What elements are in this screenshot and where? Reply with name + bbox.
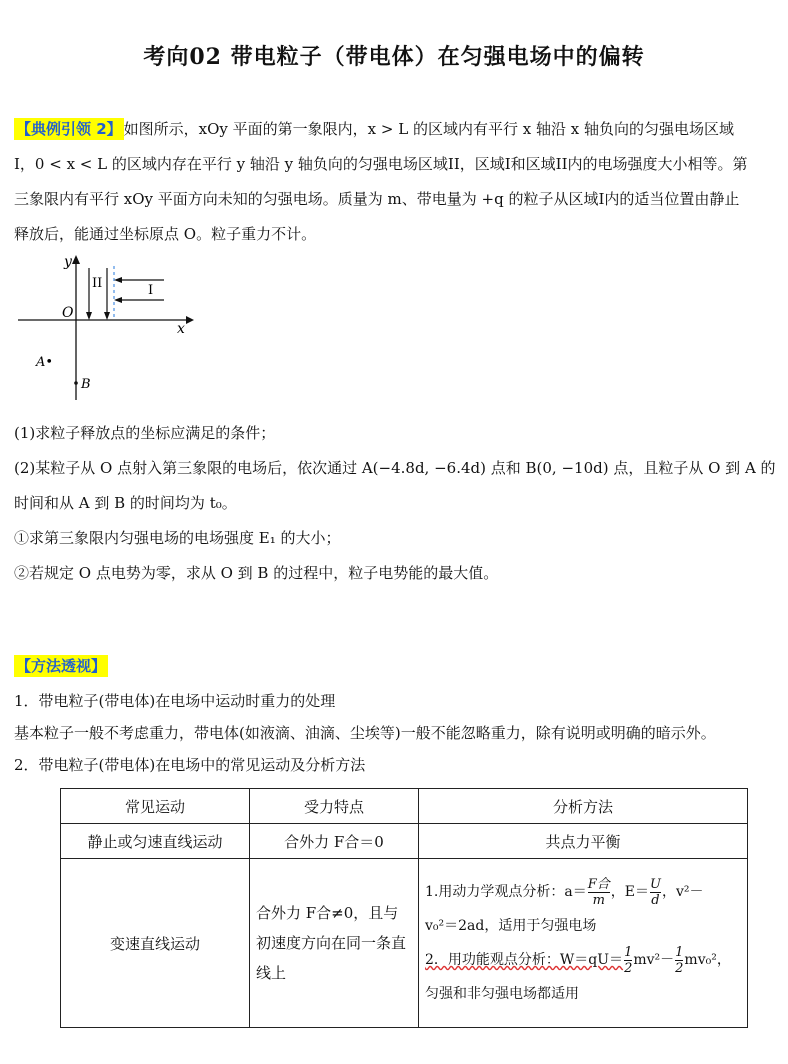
row1-method: 共点力平衡	[419, 824, 748, 859]
dynamics-mid: ，E＝	[610, 884, 649, 900]
example-line-4: 释放后，能通过坐标原点 O。粒子重力不计。	[14, 225, 317, 243]
row2-method-line-3	[425, 943, 741, 977]
table-row	[61, 824, 748, 859]
y-axis-label: y	[64, 254, 72, 270]
question-2-part-1: ①求第三象限内匀强电场的电场强度 E₁ 的大小；	[14, 529, 341, 547]
region-2-label: II	[92, 276, 103, 291]
field-diagram	[14, 250, 204, 410]
fraction-numerator: U	[649, 876, 661, 892]
row2-method-line-1	[425, 875, 741, 909]
row2-motion: 变速直线运动	[61, 859, 250, 1028]
row1-force: 合外力 F合＝0	[250, 824, 419, 859]
fraction-numerator: 1	[624, 944, 633, 960]
row2-method	[419, 859, 748, 1028]
fraction-half-1	[624, 945, 632, 976]
fraction-denominator: 2	[624, 960, 633, 976]
row1-motion: 静止或匀速直线运动	[61, 824, 250, 859]
example-line-2: I，0 < x < L 的区域内存在平行 y 轴沿 y 轴负向的匀强电场区域II，区域I和区域II内的电场强度大小相等。第	[14, 155, 748, 173]
motion-analysis-table	[60, 788, 748, 1028]
dynamics-prefix: 1.用动力学观点分析：a＝	[425, 884, 587, 900]
method-paragraph-1: 基本粒子一般不考虑重力，带电体(如液滴、油滴、尘埃等)一般不能忽略重力，除有说明或明确的暗示外。	[14, 724, 716, 742]
point-a-label: A•	[36, 355, 54, 370]
method-heading-2: 2．带电粒子(带电体)在电场中的常见运动及分析方法	[14, 756, 366, 774]
fraction-numerator: F合	[587, 876, 610, 892]
method-tag: 【方法透视】	[16, 657, 107, 675]
question-2-part-2: ②若规定 O 点电势为零，求从 O 到 B 的过程中，粒子电势能的最大值。	[14, 564, 499, 582]
table-header-row	[61, 789, 748, 824]
question-2-line-1: (2)某粒子从 O 点射入第三象限的电场后，依次通过 A(−4.8d, −6.4d) 点和 B(0, −10d) 点，且粒子从 O 到 A 的	[14, 459, 776, 477]
fraction-f-over-m	[588, 877, 610, 908]
fraction-u-over-d	[650, 877, 661, 908]
table-row	[61, 859, 748, 1028]
question-1: (1)求粒子释放点的坐标应满足的条件；	[14, 424, 276, 442]
row2-method-line-2: v₀²＝2ad，适用于匀强电场	[425, 918, 597, 934]
example-text-1: 如图所示，xOy 平面的第一象限内，x > L 的区域内有平行 x 轴沿 x 轴负向的匀强电场区域	[123, 120, 734, 138]
fraction-denominator: 2	[675, 960, 684, 976]
fraction-denominator: m	[592, 892, 605, 908]
dynamics-suffix: ，v²－	[661, 884, 704, 900]
header-motion: 常见运动	[61, 789, 250, 824]
row2-force: 合外力 F合≠0，且与初速度方向在同一条直线上	[250, 859, 419, 1028]
header-method: 分析方法	[419, 789, 748, 824]
example-line-3: 三象限内有平行 xOy 平面方向未知的匀强电场。质量为 m、带电量为 +q 的粒子从区域I内的适当位置由静止	[14, 190, 740, 208]
energy-term-1: mv²－	[633, 952, 675, 968]
example-line-1	[14, 112, 788, 147]
energy-prefix: 2．用功能观点分析：W＝qU＝	[425, 952, 624, 968]
example-tag: 【典例引领 2】	[16, 120, 122, 138]
fraction-denominator: d	[651, 892, 660, 908]
row2-method-line-4: 匀强和非匀强电场都适用	[425, 986, 579, 1002]
fraction-numerator: 1	[675, 944, 684, 960]
point-b-label: B	[81, 377, 91, 392]
region-1-label: I	[148, 283, 154, 298]
method-heading-1: 1．带电粒子(带电体)在电场中运动时重力的处理	[14, 692, 336, 710]
question-2-line-2: 时间和从 A 到 B 的时间均为 t₀。	[14, 494, 237, 512]
fraction-half-2	[675, 945, 683, 976]
header-force: 受力特点	[250, 789, 419, 824]
x-axis-label: x	[177, 321, 185, 337]
origin-label: O	[62, 305, 74, 321]
page-title: 考向02 带电粒子（带电体）在匀强电场中的偏转	[143, 44, 645, 70]
energy-term-2: mv₀²，	[684, 952, 731, 968]
